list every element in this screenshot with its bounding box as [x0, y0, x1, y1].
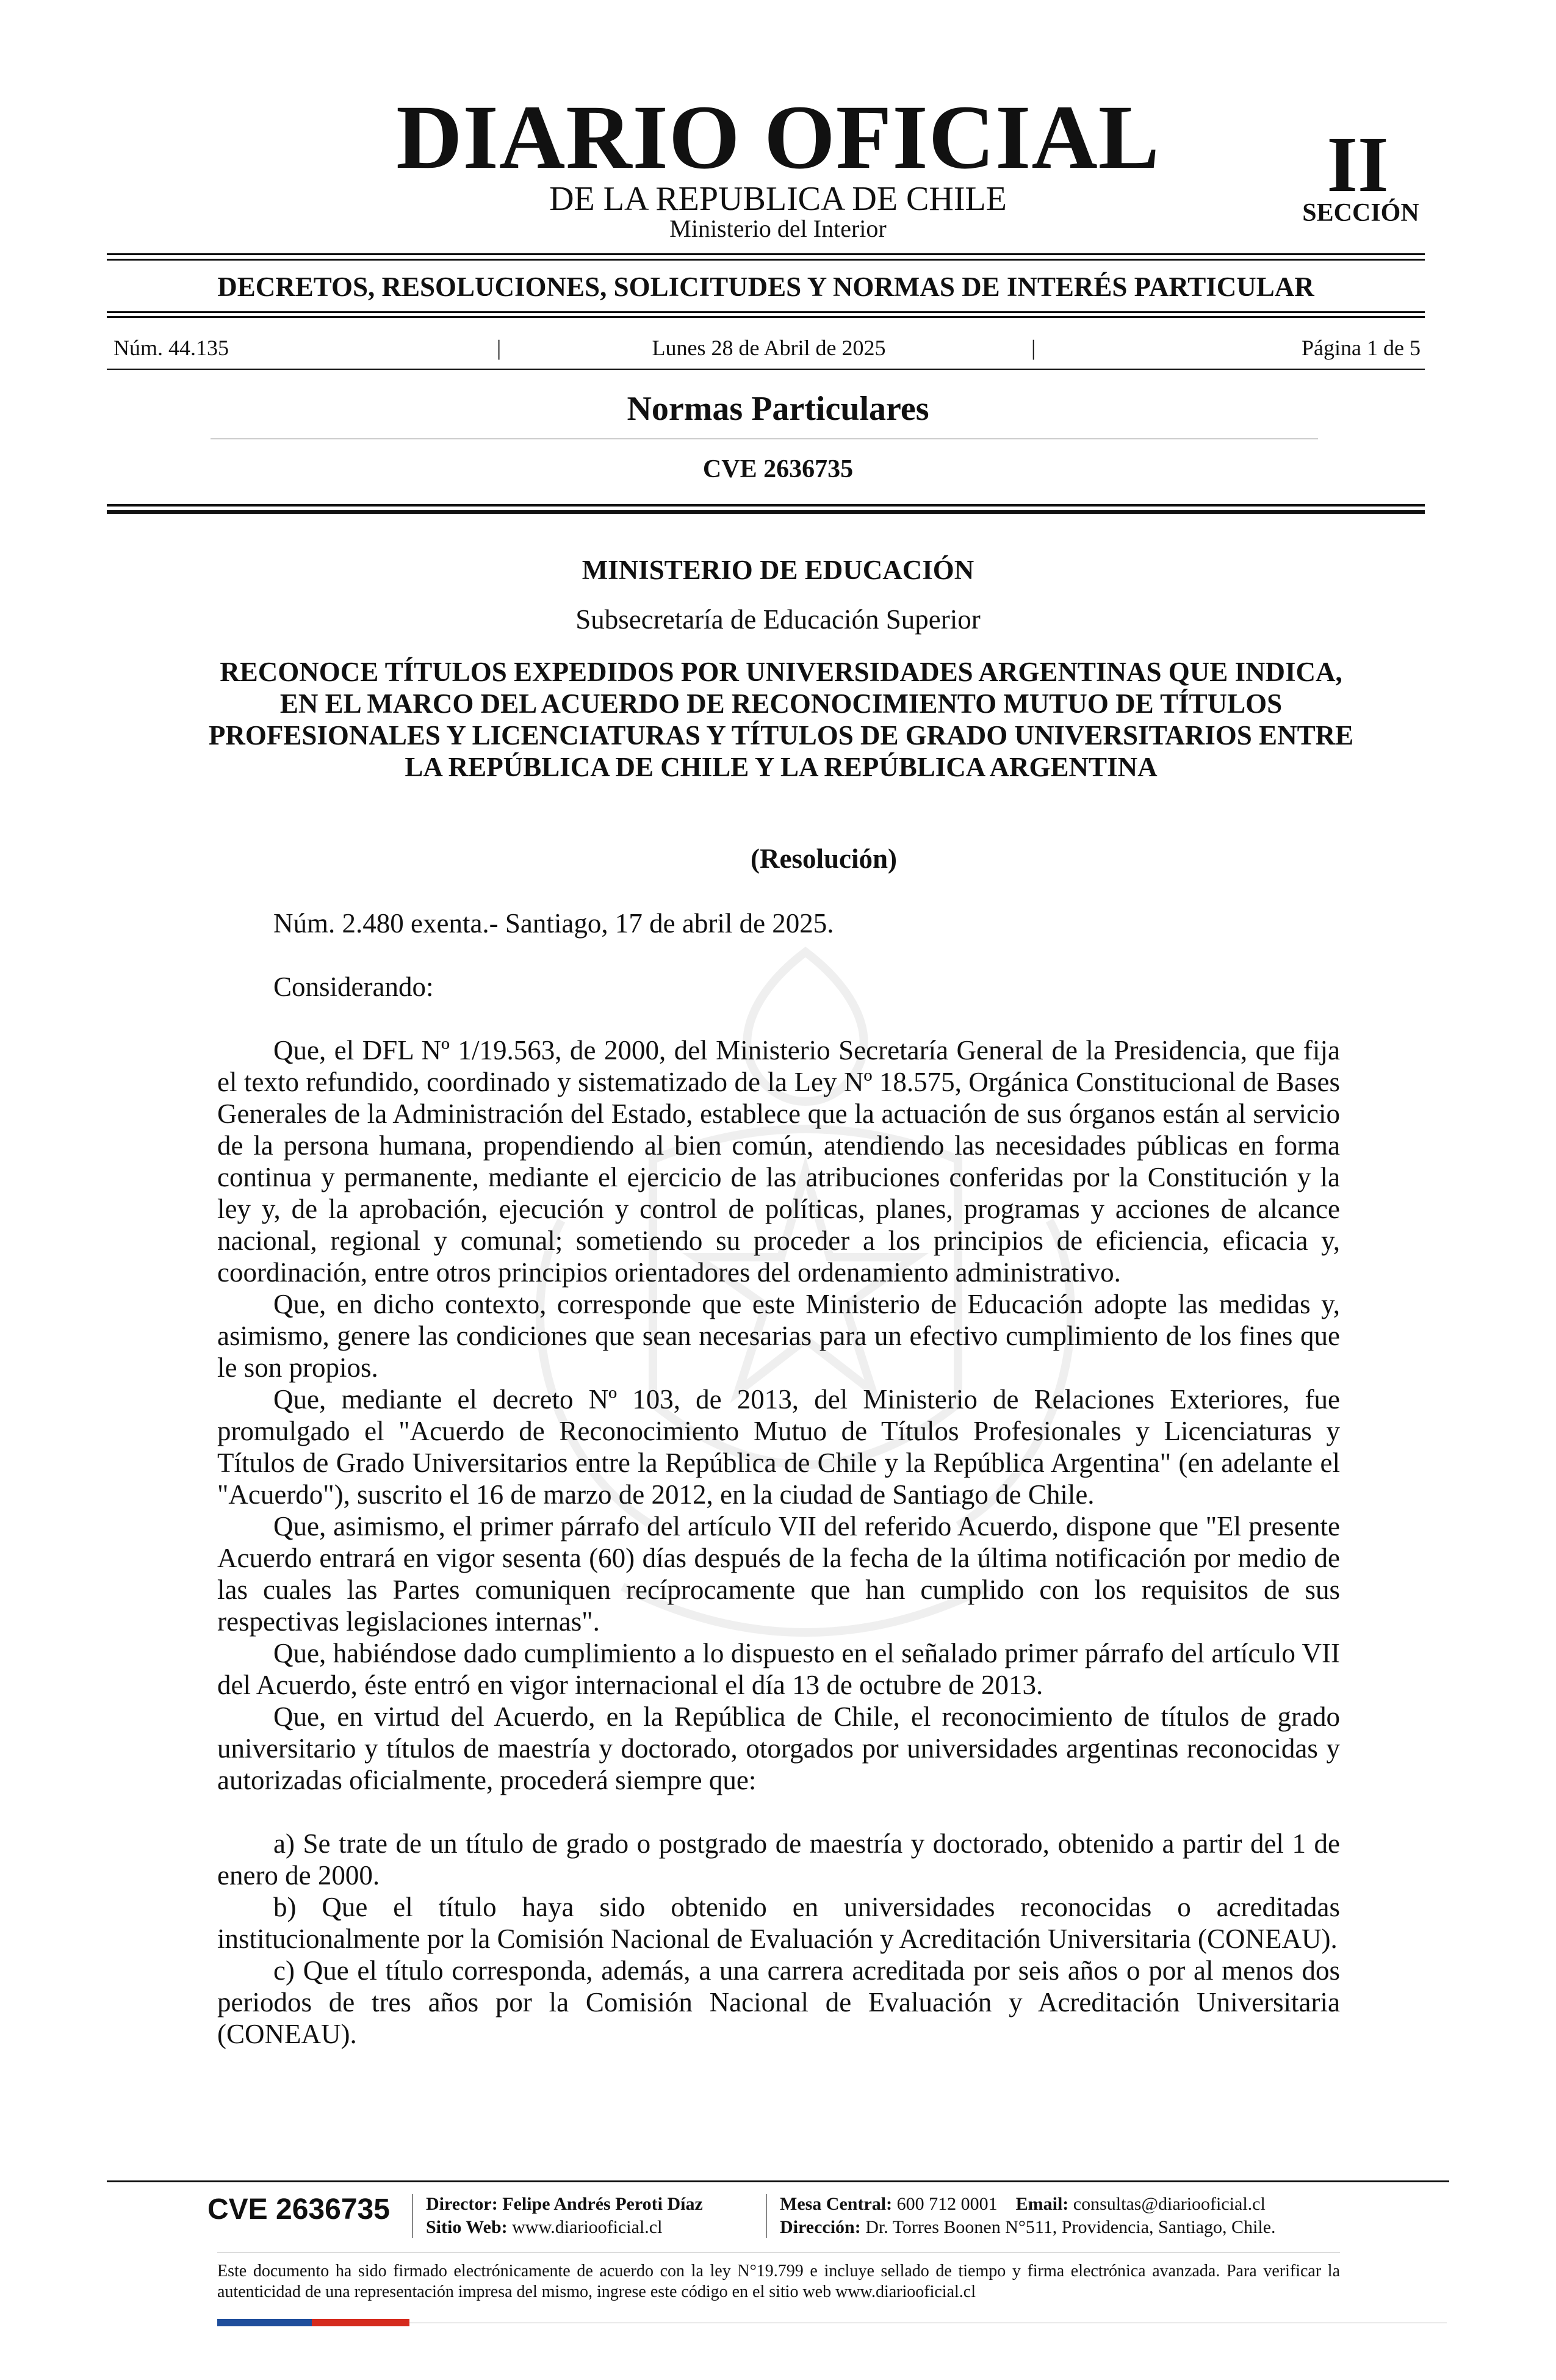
banner-rule-2	[107, 316, 1425, 318]
mesa-label: Mesa Central:	[780, 2194, 893, 2214]
email-link[interactable]: consultas@diariooficial.cl	[1073, 2194, 1266, 2214]
list-item: c) Que el título corresponda, además, a una carrera acreditada por seis años o por al menos dos periodos de tres años por la Comisión Nacional de Evaluación y Acreditación Universitaria (CONEAU).	[217, 1955, 1340, 2049]
address-label: Dirección:	[780, 2217, 861, 2237]
document-title: RECONOCE TÍTULOS EXPEDIDOS POR UNIVERSIDADES ARGENTINAS QUE INDICA, EN EL MARCO DEL ACUERDO DE RECONOCIMIENTO MUTUO DE TÍTULOS PROFESIONALES Y LICENCIATURAS Y TÍTULOS DE GRADO UNIVERSITARIOS ENTRE LA REPÚBLICA DE CHILE Y LA REPÚBLICA ARGENTINA	[208, 657, 1354, 782]
director-label: Director:	[426, 2194, 498, 2214]
header-bottom-rule-2	[107, 510, 1425, 514]
category-banner: DECRETOS, RESOLUCIONES, SOLICITUDES Y NORMAS DE INTERÉS PARTICULAR	[217, 272, 1314, 302]
issue-separator-left: |	[497, 336, 502, 360]
cve-code: CVE 2636735	[702, 455, 854, 483]
paragraph: Que, en dicho contexto, corresponde que este Ministerio de Educación adopte las medidas y, asimismo, genere las condiciones que sean necesarias para un efectivo cumplimiento de los fines que le son propios.	[217, 1289, 1340, 1383]
masthead-title: DIARIO OFICIAL	[396, 87, 1160, 188]
paragraph: Que, el DFL Nº 1/19.563, de 2000, del Ministerio Secretaría General de la Presidencia, que fija el texto refundido, coordinado y sistematizado de la Ley Nº 18.575, Orgánica Constitucional de Bases Generales de la Administración del Estado, establece que la actuación de sus órganos están al servicio de la persona humana, propendiendo al bien común, atendiendo las necesidades públicas en forma continua y permanente, mediante el ejercicio de las atribuciones conferidas por la Constitución y la ley y, de la aprobación, ejecución y control de políticas, planes, programas y acciones de alcance nacional, regional y comunal; sometiendo su proceder a los principios de eficiencia, eficacia y, coordinación, entre otros principios orientadores del ordenamiento administrativo.	[217, 1035, 1340, 1288]
section-heading: Normas Particulares	[627, 390, 929, 428]
document-subsecretaria: Subsecretaría de Educación Superior	[575, 604, 981, 635]
page-indicator: Página 1 de 5	[1302, 336, 1421, 360]
address: Dr. Torres Boonen N°511, Providencia, Santiago, Chile.	[865, 2217, 1276, 2237]
masthead-subtitle: DE LA REPUBLICA DE CHILE	[549, 180, 1007, 218]
document-type: (Resolución)	[751, 843, 897, 874]
site-label: Sitio Web:	[426, 2217, 508, 2237]
resolution-number: Núm. 2.480 exenta.- Santiago, 17 de abril de 2025.	[273, 908, 834, 939]
paragraph: Que, habiéndose dado cumplimiento a lo dispuesto en el señalado primer párrafo del artículo VII del Acuerdo, éste entró en vigor internacional el día 13 de octubre de 2013.	[217, 1638, 1340, 1700]
paragraph: Que, mediante el decreto Nº 103, de 2013, del Ministerio de Relaciones Exteriores, fue promulgado el "Acuerdo de Reconocimiento Mutuo de Títulos Profesionales y Licenciaturas y Títulos de Grado Universitarios entre la República de Chile y la República Argentina" (en adelante el "Acuerdo"), suscrito el 16 de marzo de 2012, en la ciudad de Santiago de Chile.	[217, 1384, 1340, 1510]
issue-number: Núm. 44.135	[113, 336, 229, 360]
section-number: II	[1327, 121, 1389, 209]
considerando-label: Considerando:	[273, 972, 434, 1002]
footer-cve: CVE 2636735	[207, 2193, 390, 2226]
site-link[interactable]: www.diariooficial.cl	[512, 2217, 663, 2237]
flag-stripe-blue	[217, 2319, 312, 2326]
masthead-rule-top-2	[107, 259, 1425, 261]
mesa-phone: 600 712 0001	[896, 2194, 998, 2214]
list-item: a) Se trate de un título de grado o postgrado de maestría y doctorado, obtenido a partir del 1 de enero de 2000.	[217, 1828, 1340, 1891]
banner-rule	[107, 311, 1425, 313]
header-bottom-rule	[107, 504, 1425, 507]
footer-rule	[107, 2180, 1449, 2182]
section-heading-rule	[211, 438, 1318, 439]
masthead-ministry: Ministerio del Interior	[669, 215, 887, 242]
masthead-rule-top	[107, 253, 1425, 255]
footer-contact-block	[780, 2193, 1276, 2239]
list-item: b) Que el título haya sido obtenido en universidades reconocidas o acreditadas institucionalmente por la Comisión Nacional de Evaluación y Acreditación Universitaria (CONEAU).	[217, 1892, 1340, 1954]
flag-stripe-red	[312, 2319, 409, 2326]
issue-date: Lunes 28 de Abril de 2025	[652, 336, 886, 360]
director-name: Felipe Andrés Peroti Díaz	[502, 2194, 703, 2214]
document-ministry: MINISTERIO DE EDUCACIÓN	[582, 555, 974, 585]
footer-divider	[766, 2194, 767, 2238]
footer-director-block	[426, 2193, 703, 2239]
footer-legal-text: Este documento ha sido firmado electrónicamente de acuerdo con la ley N°19.799 e incluye sellado de tiempo y firma electrónica avanzada. Para verificar la autenticidad de una representación impresa del mismo, ingrese este código en el sitio web www.diariooficial.cl	[217, 2262, 1340, 2301]
document-body	[217, 907, 1340, 2050]
email-label: Email:	[1015, 2194, 1069, 2214]
footer-divider	[412, 2194, 413, 2238]
paragraph: Que, asimismo, el primer párrafo del artículo VII del referido Acuerdo, dispone que "El presente Acuerdo entrará en vigor sesenta (60) días después de la fecha de la última notificación por medio de las cuales las Partes comuniquen recíprocamente que han cumplido con los requisitos de sus respectivas legislaciones internas".	[217, 1511, 1340, 1637]
info-rule	[107, 369, 1425, 370]
section-label: SECCIÓN	[1302, 199, 1419, 227]
paragraph: Que, en virtud del Acuerdo, en la República de Chile, el reconocimiento de títulos de grado universitario y títulos de maestría y doctorado, otorgados por universidades argentinas reconocidas y autorizadas oficialmente, procederá siempre que:	[217, 1701, 1340, 1795]
issue-separator-right: |	[1031, 336, 1036, 360]
